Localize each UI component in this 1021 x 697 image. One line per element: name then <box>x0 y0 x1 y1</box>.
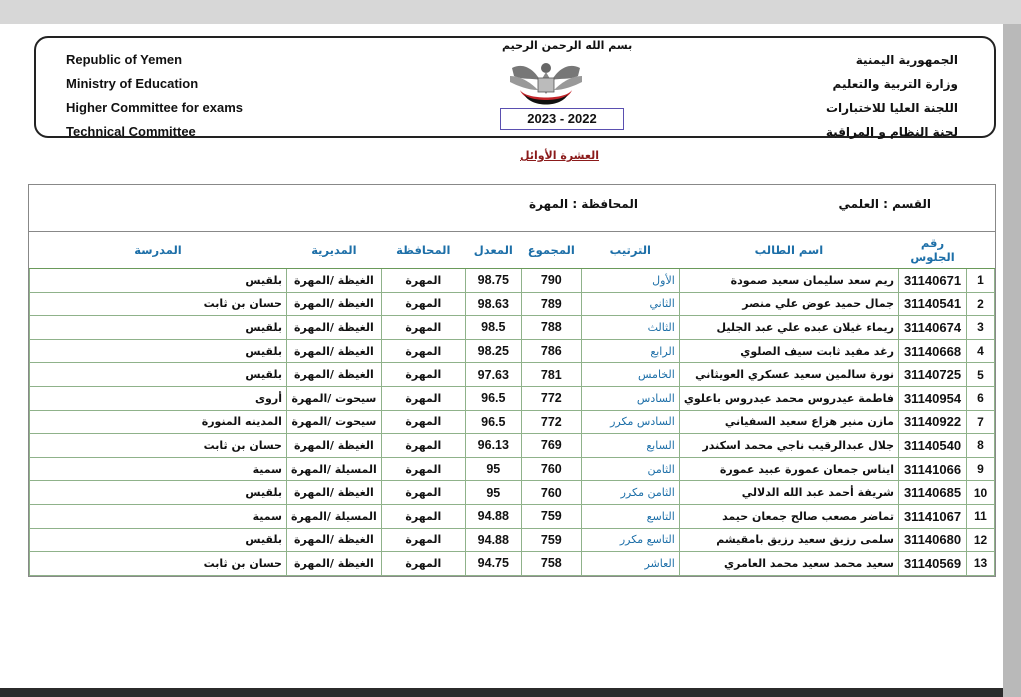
bottom-frame-bar <box>0 688 1003 697</box>
cell-row-index: 7 <box>967 410 995 434</box>
cell-total-score: 781 <box>521 363 581 387</box>
bismillah: بسم الله الرحمن الرحيم <box>502 39 633 52</box>
cell-seat-number: 31140725 <box>899 363 967 387</box>
cell-governorate: المهرة <box>381 410 465 434</box>
cell-school: أروى <box>30 386 287 410</box>
cell-school: بلقيس <box>30 481 287 505</box>
cell-average: 96.5 <box>465 386 521 410</box>
cell-rank: السادس <box>581 386 679 410</box>
table-row <box>30 410 995 434</box>
cell-row-index: 10 <box>967 481 995 505</box>
cell-student-name: تماضر مصعب صالح جمعان حيمد <box>679 504 898 528</box>
cell-student-name: مازن منير هزاع سعيد السفياني <box>679 410 898 434</box>
table-row <box>30 386 995 410</box>
col-header-total: المجموع <box>521 232 581 269</box>
cell-governorate: المهرة <box>381 339 465 363</box>
cell-average: 97.63 <box>465 363 521 387</box>
cell-governorate: المهرة <box>381 269 465 293</box>
table-row <box>30 481 995 505</box>
cell-student-name: ريماء غيلان عبده علي عبد الجليل <box>679 316 898 340</box>
cell-school: بلقيس <box>30 528 287 552</box>
cell-average: 98.5 <box>465 316 521 340</box>
cell-student-name: فاطمة عيدروس محمد عيدروس باعلوي <box>679 386 898 410</box>
cell-directorate: الغيظة /المهرة <box>286 434 381 458</box>
cell-total-score: 772 <box>521 410 581 434</box>
info-row <box>29 185 995 232</box>
cell-student-name: ايناس جمعان عمورة عبيد عمورة <box>679 457 898 481</box>
cell-governorate: المهرة <box>381 457 465 481</box>
cell-directorate: الغيظة /المهرة <box>286 481 381 505</box>
cell-school: سمية <box>30 457 287 481</box>
cell-total-score: 790 <box>521 269 581 293</box>
letterhead-line: Republic of Yemen <box>66 52 183 67</box>
cell-governorate: المهرة <box>381 481 465 505</box>
cell-student-name: نورة سالمين سعيد عسكري العويثاني <box>679 363 898 387</box>
cell-total-score: 758 <box>521 552 581 576</box>
letterhead-line: Technical Committee <box>66 124 196 139</box>
col-header-governorate: المحافظة <box>381 232 465 269</box>
cell-directorate: الغيظة /المهرة <box>286 528 381 552</box>
cell-directorate: الغيظة /المهرة <box>286 316 381 340</box>
cell-directorate: الغيظة /المهرة <box>286 339 381 363</box>
cell-school: المدينه المنورة <box>30 410 287 434</box>
cell-student-name: جمال حميد عوض علي منصر <box>679 292 898 316</box>
department-label: القسم : العلمي <box>838 197 931 211</box>
cell-total-score: 760 <box>521 457 581 481</box>
cell-rank: الرابع <box>581 339 679 363</box>
cell-rank: التاسع مكرر <box>581 528 679 552</box>
cell-seat-number: 31140668 <box>899 339 967 363</box>
eagle-emblem-icon <box>506 54 586 112</box>
letterhead <box>34 36 996 138</box>
cell-average: 98.63 <box>465 292 521 316</box>
cell-school: حسان بن ثابت <box>30 552 287 576</box>
letterhead-arabic <box>826 48 958 144</box>
cell-total-score: 759 <box>521 528 581 552</box>
cell-seat-number: 31141067 <box>899 504 967 528</box>
cell-average: 94.88 <box>465 528 521 552</box>
cell-school: بلقيس <box>30 339 287 363</box>
cell-school: سمية <box>30 504 287 528</box>
cell-row-index: 11 <box>967 504 995 528</box>
cell-directorate: الغيظة /المهرة <box>286 363 381 387</box>
cell-average: 94.75 <box>465 552 521 576</box>
cell-governorate: المهرة <box>381 528 465 552</box>
cell-total-score: 786 <box>521 339 581 363</box>
cell-seat-number: 31140569 <box>899 552 967 576</box>
cell-total-score: 769 <box>521 434 581 458</box>
cell-row-index: 3 <box>967 316 995 340</box>
cell-student-name: رغد مفيد ثابت سيف الصلوي <box>679 339 898 363</box>
academic-year-box: 2023 - 2022 <box>500 108 624 130</box>
table-row <box>30 457 995 481</box>
cell-rank: الخامس <box>581 363 679 387</box>
cell-total-score: 772 <box>521 386 581 410</box>
letterhead-line: اللجنة العليا للاختبارات <box>825 101 958 115</box>
letterhead-line: لجنة النظام و المراقبة <box>825 125 958 139</box>
cell-average: 96.5 <box>465 410 521 434</box>
cell-row-index: 12 <box>967 528 995 552</box>
cell-seat-number: 31140954 <box>899 386 967 410</box>
table-row <box>30 363 995 387</box>
table-row <box>30 316 995 340</box>
table-row <box>30 292 995 316</box>
table-row <box>30 339 995 363</box>
letterhead-line: وزارة التربية والتعليم <box>832 77 958 91</box>
cell-average: 95 <box>465 457 521 481</box>
cell-average: 96.13 <box>465 434 521 458</box>
cell-total-score: 759 <box>521 504 581 528</box>
cell-rank: الأول <box>581 269 679 293</box>
cell-total-score: 789 <box>521 292 581 316</box>
col-header-index <box>967 232 995 269</box>
cell-school: بلقيس <box>30 269 287 293</box>
cell-directorate: الغيظة /المهرة <box>286 269 381 293</box>
cell-average: 98.75 <box>465 269 521 293</box>
cell-governorate: المهرة <box>381 386 465 410</box>
col-header-seat: رقم الجلوس <box>899 232 967 269</box>
table-row <box>30 504 995 528</box>
cell-row-index: 4 <box>967 339 995 363</box>
cell-student-name: ريم سعد سليمان سعيد صمودة <box>679 269 898 293</box>
cell-average: 94.88 <box>465 504 521 528</box>
table-row <box>30 528 995 552</box>
cell-student-name: سلمى رزيق سعيد رزيق بامقيشم <box>679 528 898 552</box>
cell-governorate: المهرة <box>381 292 465 316</box>
cell-governorate: المهرة <box>381 316 465 340</box>
cell-governorate: المهرة <box>381 552 465 576</box>
col-header-name: اسم الطالب <box>679 232 898 269</box>
cell-directorate: سيحوت /المهرة <box>286 386 381 410</box>
table-row <box>30 269 995 293</box>
cell-school: حسان بن ثابت <box>30 292 287 316</box>
cell-total-score: 760 <box>521 481 581 505</box>
letterhead-line: Higher Committee for exams <box>66 100 243 115</box>
table-row <box>30 552 995 576</box>
cell-directorate: المسيلة /المهرة <box>286 504 381 528</box>
cell-school: بلقيس <box>30 316 287 340</box>
governorate-label: المحافظة : المهرة <box>529 197 638 211</box>
page-title: العشرة الأوائل <box>520 149 599 162</box>
cell-rank: التاسع <box>581 504 679 528</box>
cell-rank: الثاني <box>581 292 679 316</box>
cell-row-index: 13 <box>967 552 995 576</box>
cell-seat-number: 31140541 <box>899 292 967 316</box>
cell-average: 95 <box>465 481 521 505</box>
top-frame-bar <box>0 0 1021 24</box>
cell-governorate: المهرة <box>381 504 465 528</box>
cell-row-index: 1 <box>967 269 995 293</box>
cell-rank: الثالث <box>581 316 679 340</box>
cell-seat-number: 31140685 <box>899 481 967 505</box>
letterhead-english <box>66 48 243 144</box>
cell-seat-number: 31140922 <box>899 410 967 434</box>
col-header-rank: الترتيب <box>581 232 679 269</box>
cell-total-score: 788 <box>521 316 581 340</box>
table-row <box>30 434 995 458</box>
cell-row-index: 9 <box>967 457 995 481</box>
cell-rank: السابع <box>581 434 679 458</box>
cell-student-name: سعيد محمد سعيد محمد العامري <box>679 552 898 576</box>
cell-row-index: 6 <box>967 386 995 410</box>
cell-seat-number: 31141066 <box>899 457 967 481</box>
letterhead-line: Ministry of Education <box>66 76 199 91</box>
cell-governorate: المهرة <box>381 363 465 387</box>
cell-row-index: 5 <box>967 363 995 387</box>
cell-rank: الثامن مكرر <box>581 481 679 505</box>
table-header-row <box>30 232 995 269</box>
cell-rank: العاشر <box>581 552 679 576</box>
right-frame-bar <box>1003 24 1021 697</box>
document-page <box>0 24 1003 688</box>
cell-school: حسان بن ثابت <box>30 434 287 458</box>
cell-row-index: 2 <box>967 292 995 316</box>
cell-student-name: جلال عبدالرقيب ناجي محمد اسكندر <box>679 434 898 458</box>
cell-row-index: 8 <box>967 434 995 458</box>
col-header-average: المعدل <box>465 232 521 269</box>
cell-seat-number: 31140680 <box>899 528 967 552</box>
results-table-container <box>28 184 996 577</box>
results-table <box>29 232 995 576</box>
cell-directorate: الغيظة /المهرة <box>286 292 381 316</box>
cell-seat-number: 31140540 <box>899 434 967 458</box>
col-header-directorate: المديرية <box>286 232 381 269</box>
cell-seat-number: 31140674 <box>899 316 967 340</box>
cell-rank: الثامن <box>581 457 679 481</box>
letterhead-line: الجمهورية اليمنية <box>855 53 958 67</box>
cell-rank: السادس مكرر <box>581 410 679 434</box>
cell-directorate: سيحوت /المهرة <box>286 410 381 434</box>
cell-average: 98.25 <box>465 339 521 363</box>
cell-school: بلقيس <box>30 363 287 387</box>
cell-seat-number: 31140671 <box>899 269 967 293</box>
col-header-school: المدرسة <box>30 232 287 269</box>
cell-governorate: المهرة <box>381 434 465 458</box>
cell-student-name: شريفة أحمد عبد الله الدلالي <box>679 481 898 505</box>
cell-directorate: المسيلة /المهرة <box>286 457 381 481</box>
cell-directorate: الغيظة /المهرة <box>286 552 381 576</box>
